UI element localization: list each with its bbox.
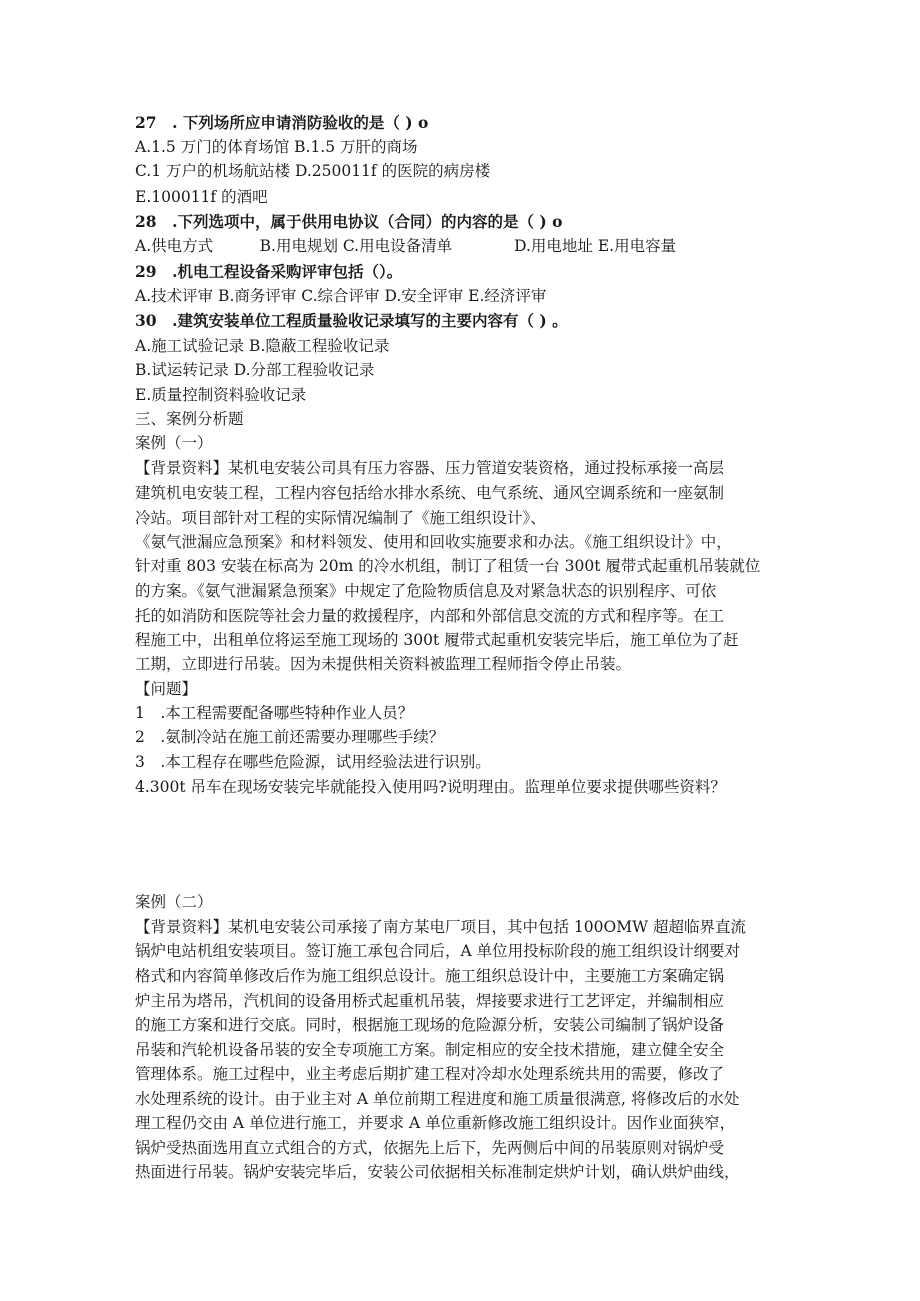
question-27: 27 . 下列场所应申请消防验收的是（ ) o [135, 113, 429, 132]
case-two-paragraph-line: 锅炉受热面选用直立式组合的方式，依据先上后下，先两侧后中间的吊装原则对锅炉受 [135, 1139, 725, 1157]
question-28-options: A.供电方式 B.用电规划 C.用电设备清单 D.用电地址 E.用电容量 [135, 237, 677, 255]
case-one-paragraph-line: 针对重 803 安装在标高为 20m 的冷水机组，制订了租赁一台 300t 履带式起重机吊装就位 [135, 557, 761, 575]
case-one-question-2: 2 .氨制冷站在施工前还需要办理哪些手续？ [135, 728, 445, 746]
case-one-paragraph-line: 的方案。《氨气泄漏紧急预案》中规定了危险物质信息及对紧急状态的识别程序、可依 [135, 582, 717, 600]
case-one-paragraph-line: 【背景资料】某机电安装公司具有压力容器、压力管道安装资格，通过投标承接一高层 [135, 459, 725, 477]
case-two-paragraph-line: 的施工方案和进行交底。同时，根据施工现场的危险源分析，安装公司编制了锅炉设备 [135, 1016, 725, 1034]
case-one-paragraph-line: 《氨气泄漏应急预案》和材料领发、使用和回收实施要求和办法。《施工组织设计》中， [135, 533, 732, 551]
case-one-question-3: 3 .本工程存在哪些危险源，试用经验法进行识别。 [135, 753, 491, 771]
question-29: 29 .机电工程设备采购评审包括（）。 [135, 262, 403, 281]
section-heading: 三、案例分析题 [135, 410, 244, 428]
case-one-question-4: 4.300t 吊车在现场安装完毕就能投入使用吗?说明理由。监理单位要求提供哪些资料？ [135, 778, 726, 796]
case-one-paragraph-line: 程施工中，出租单位将运至施工现场的 300t 履带式起重机安装完毕后，施工单位为了赶 [135, 631, 739, 649]
question-29-options: A.技术评审 B.商务评审 C.综合评审 D.安全评审 E.经济评审 [135, 287, 547, 305]
case-one-title: 案例（一） [135, 434, 213, 452]
question-27-option-e: E.100011f 的酒吧 [135, 188, 268, 206]
case-one-paragraph-line: 工期，立即进行吊装。因为未提供相关资料被监理工程师指令停止吊装。 [135, 655, 632, 673]
case-one-paragraph-line: 冷站。项目部针对工程的实际情况编制了《施工组织设计》、 [135, 509, 546, 527]
question-30-options-ab: A.施工试验记录 B.隐蔽工程验收记录 [135, 337, 390, 355]
case-two-paragraph-line: 【背景资料】某机电安装公司承接了南方某电厂项目，其中包括 100OMW 超超临界直流 [135, 918, 746, 936]
question-28: 28 .下列选项中，属于供用电协议（合同）的内容的是（ ) o [135, 212, 563, 231]
case-two-title: 案例（二） [135, 893, 213, 911]
question-27-options-cd: C.1 万户的机场航站楼 D.250011f 的医院的病房楼 [135, 162, 491, 180]
case-two-paragraph-line: 炉主吊为塔吊，汽机间的设备用桥式起重机吊装，焊接要求进行工艺评定，并编制相应 [135, 992, 725, 1010]
question-30-option-e: E.质量控制资料验收记录 [135, 386, 307, 404]
case-two-paragraph-line: 管理体系。施工过程中，业主考虑后期扩建工程对冷却水处理系统共用的需要，修改了 [135, 1065, 725, 1083]
case-two-paragraph-line: 锅炉电站机组安装项目。签订施工承包合同后，A 单位用投标阶段的施工组织设计纲要对 [135, 942, 741, 960]
question-30-options-bd: B.试运转记录 D.分部工程验收记录 [135, 361, 375, 379]
case-two-paragraph-line: 理工程仍交由 A 单位进行施工，并要求 A 单位重新修改施工组织设计。因作业面狭窄， [135, 1114, 736, 1132]
case-two-paragraph-line: 热面进行吊装。锅炉安装完毕后，安装公司依据相关标准制定烘炉计划，确认烘炉曲线， [135, 1163, 740, 1181]
case-two-paragraph-line: 格式和内容简单修改后作为施工组织总设计。施工组织总设计中，主要施工方案确定锅 [135, 967, 725, 985]
case-two-paragraph-line: 吊装和汽轮机设备吊装的安全专项施工方案。制定相应的安全技术措施，建立健全安全 [135, 1041, 725, 1059]
question-27-options-ab: A.1.5 万门的体育场馆 B.1.5 万肝的商场 [135, 138, 418, 156]
case-one-question-1: 1 .本工程需要配备哪些特种作业人员？ [135, 704, 414, 722]
question-30: 30 .建筑安装单位工程质量验收记录填写的主要内容有（ ) 。 [135, 311, 568, 330]
case-two-paragraph-line: 水处理系统的设计。由于业主对 A 单位前期工程进度和施工质量很满意, 将修改后的水处 [135, 1090, 740, 1108]
case-one-paragraph-line: 建筑机电安装工程，工程内容包括给水排水系统、电气系统、通风空调系统和一座氨制 [135, 484, 725, 502]
case-one-question-heading: 【问题】 [135, 680, 198, 698]
case-one-paragraph-line: 托的如消防和医院等社会力量的救援程序，内部和外部信息交流的方式和程序等。在工 [135, 607, 725, 625]
